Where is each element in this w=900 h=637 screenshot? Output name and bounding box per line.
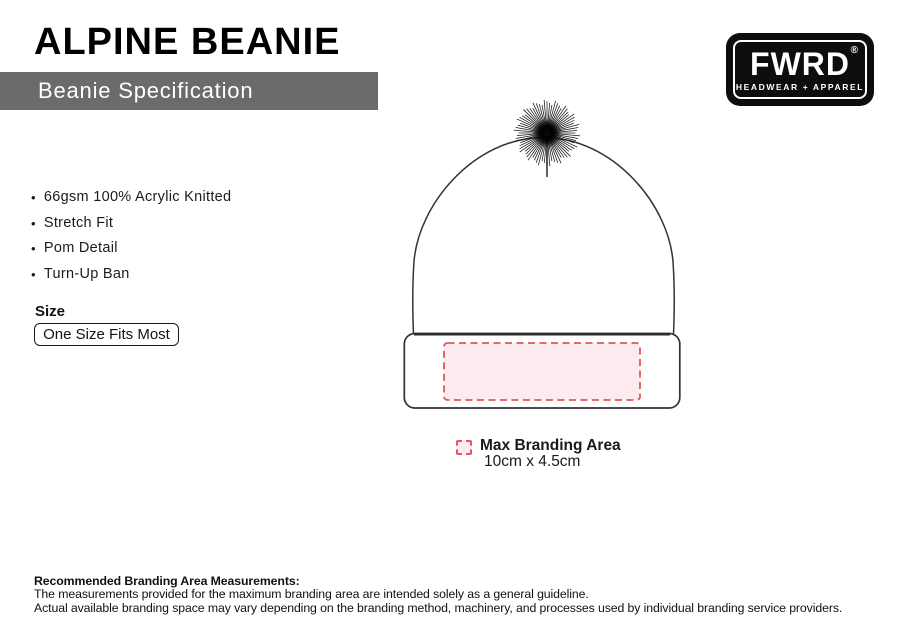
page-title: ALPINE BEANIE: [34, 21, 341, 63]
section-banner-label: Beanie Specification: [38, 78, 254, 103]
feature-list: [31, 189, 231, 291]
fwrd-logo-tagline: HEADWEAR + APPAREL: [735, 82, 865, 92]
bullet-icon: •: [31, 266, 36, 282]
fwrd-logo-frame: [733, 40, 867, 99]
legend-title: Max Branding Area: [480, 437, 621, 454]
bullet-icon: •: [31, 241, 36, 256]
beanie-diagram: [390, 95, 700, 425]
list-item: [31, 189, 231, 215]
footer-disclaimer: [34, 575, 898, 615]
feature-text: 66gsm 100% Acrylic Knitted: [43, 189, 232, 205]
fwrd-logo: [726, 33, 874, 106]
feature-text: Pom Detail: [43, 240, 118, 256]
section-banner: [0, 72, 378, 110]
bullet-icon: •: [31, 190, 36, 205]
fwrd-logo-wordmark: FWRD: [750, 46, 850, 82]
size-value-chip: One Size Fits Most: [34, 323, 179, 346]
registered-trademark-icon: ®: [850, 45, 858, 56]
list-item: [31, 240, 231, 266]
legend: [480, 438, 621, 469]
legend-dimensions: 10cm x 4.5cm: [484, 453, 581, 470]
footer-line: The measurements provided for the maximum branding area are intended solely as a general guideline.: [34, 587, 589, 602]
pom-pom-center: [532, 118, 562, 148]
footer-heading: Recommended Branding Area Measurements:: [34, 574, 300, 588]
feature-text: Stretch Fit: [43, 214, 114, 231]
beanie-crown-outline: [413, 138, 675, 335]
feature-text: Turn-Up Ban: [43, 265, 130, 282]
size-label: Size: [35, 303, 66, 320]
branding-area-swatch-icon: [456, 440, 472, 455]
max-branding-area: [444, 343, 640, 400]
list-item: [31, 266, 231, 292]
list-item: [31, 215, 231, 241]
footer-line: Actual available branding space may vary depending on the branding method, machinery, and processes used by individual branding service providers.: [34, 600, 843, 615]
bullet-icon: •: [31, 215, 36, 231]
